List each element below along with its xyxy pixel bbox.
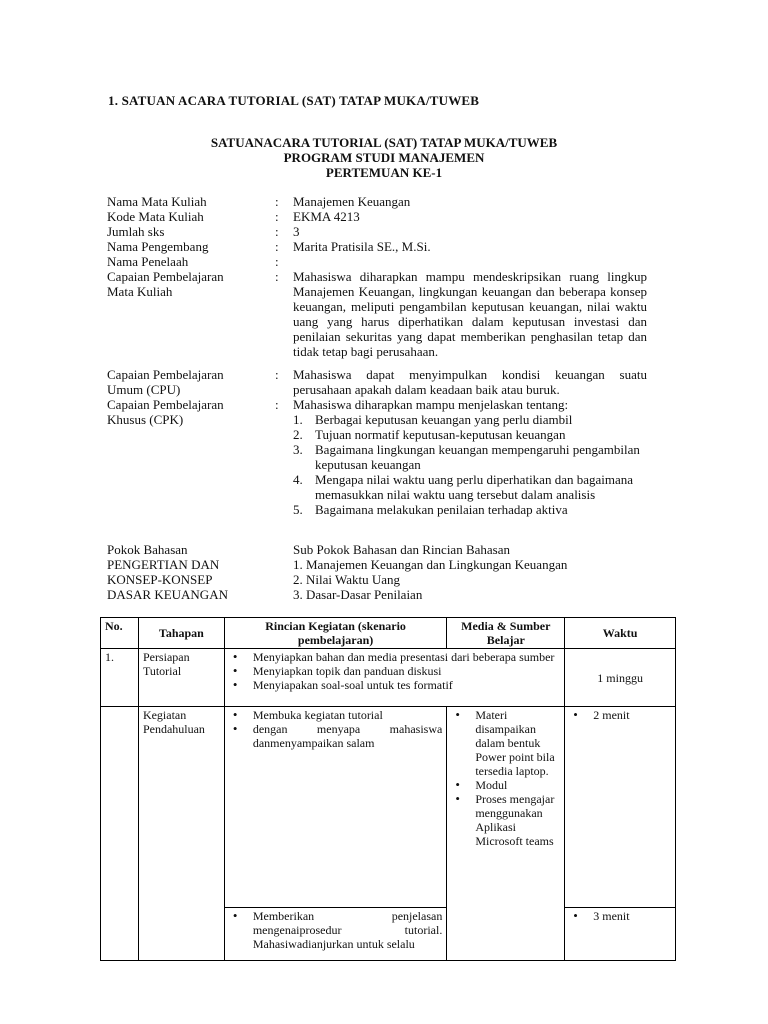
list-number: 5. (293, 502, 303, 517)
rincian-list (229, 909, 443, 951)
meta-colon: : (275, 209, 279, 224)
meta-label: Nama Mata Kuliah (107, 194, 207, 209)
sub-pokok-item: 3. Dasar-Dasar Penilaian (293, 587, 423, 602)
meta-row-cpk (107, 397, 647, 517)
cell-no: 1. (101, 649, 139, 707)
list-text: Bagaimana melakukan penilaian terhadap aktiva (315, 502, 568, 517)
header-waktu: Waktu (565, 618, 676, 649)
doc-title: SATUANACARA TUTORIAL (SAT) TATAP MUKA/TUWEB (210, 135, 558, 150)
header-no: No. (101, 618, 139, 649)
meta-colon: : (275, 194, 279, 209)
meta-label-line: Capaian Pembelajaran (107, 269, 224, 284)
course-metadata (107, 194, 647, 517)
cell-waktu (565, 707, 676, 908)
list-item (293, 472, 647, 502)
list-item (293, 502, 647, 517)
pokok-header-row (107, 542, 647, 557)
header-rincian: Rincian Kegiatan (skenario pembelajaran) (224, 618, 447, 649)
meta-label: Nama Penelaah (107, 254, 189, 269)
meta-value: Manajemen Keuangan (293, 194, 411, 209)
rincian-list (229, 650, 560, 692)
pokok-topic: DASAR KEUANGAN (107, 587, 228, 602)
rincian-list (229, 708, 443, 750)
pokok-row (107, 587, 647, 602)
doc-subtitle-program: PROGRAM STUDI MANAJEMEN (283, 150, 485, 165)
waktu-list (569, 708, 671, 722)
table-row (101, 707, 676, 908)
meta-colon: : (275, 224, 279, 239)
list-item: • Memberikan penjelasan mengenaiprosedur tutorial. Mahasiwadianjurkan untuk selalu (229, 909, 443, 951)
cell-tahapan: Kegiatan Pendahuluan (138, 707, 224, 961)
meta-colon: : (275, 239, 279, 254)
sub-pokok-item: 2. Nilai Waktu Uang (293, 572, 401, 587)
meta-value: EKMA 4213 (293, 209, 360, 224)
cell-waktu (565, 908, 676, 961)
pokok-row (107, 557, 647, 572)
meta-row-cpu (107, 367, 647, 397)
meta-label-line: Capaian Pembelajaran (107, 367, 224, 382)
pokok-bahasan-section (107, 542, 647, 602)
meta-label-line: Umum (CPU) (107, 382, 181, 397)
list-item: • Materi disampaikan dalam bentuk Power point bila tersedia laptop. (451, 708, 560, 778)
meta-label: Jumlah sks (107, 224, 165, 239)
meta-row-pengembang (107, 239, 647, 254)
list-item: • 2 menit (569, 708, 671, 722)
media-list (451, 708, 560, 848)
cell-no (101, 707, 139, 961)
cell-rincian (224, 707, 447, 908)
meta-row-penelaah (107, 254, 647, 269)
meta-row-cpmk (107, 269, 647, 359)
list-item: • 3 menit (569, 909, 671, 923)
meta-colon: : (275, 269, 279, 284)
meta-label (107, 269, 275, 359)
meta-label (107, 397, 275, 517)
cell-waktu: 1 minggu (565, 649, 676, 707)
meta-row-nama-mk (107, 194, 647, 209)
meta-value-cpu: Mahasiswa dapat menyimpulkan kondisi keuangan suatu perusahaan apakah dalam keadaan baik atau buruk. (293, 367, 647, 397)
pokok-topic: KONSEP-KONSEP (107, 572, 213, 587)
list-item: • Menyiapakan soal-soal untuk tes formatif (229, 678, 560, 692)
meta-row-sks (107, 224, 647, 239)
list-number: 3. (293, 442, 303, 457)
cpk-list (293, 412, 647, 517)
list-item (293, 442, 647, 472)
cell-tahapan: Persiapan Tutorial (138, 649, 224, 707)
meta-row-kode-mk (107, 209, 647, 224)
list-number: 4. (293, 472, 303, 487)
cell-rincian (224, 649, 564, 707)
meta-label: Nama Pengembang (107, 239, 209, 254)
table-row (101, 649, 676, 707)
list-item: • Modul (451, 778, 560, 792)
header-media: Media & Sumber Belajar (447, 618, 565, 649)
meta-value-cpk (293, 397, 647, 517)
header-tahapan: Tahapan (138, 618, 224, 649)
meta-value: Marita Pratisila SE., M.Si. (293, 239, 431, 254)
doc-subtitle-meeting: PERTEMUAN KE-1 (325, 165, 443, 180)
meta-value-cpmk: Mahasiswa diharapkan mampu mendeskripsikan ruang lingkup Manajemen Keuangan, lingkungan keuangan dan beberapa konsep keuangan, meliputi pengambilan keputusan keuangan, nilai waktu uang yang harus diperhatikan dalam keputusan investasi dan penilaian sekuritas yang dapat memberikan penghasilan tetap dan tidak tetap bagi perusahaan. (293, 269, 647, 359)
sub-pokok-item: 1. Manajemen Keuangan dan Lingkungan Keuangan (293, 557, 568, 572)
activity-table (100, 617, 676, 961)
list-item: • Proses mengajar menggunakan Aplikasi Microsoft teams (451, 792, 560, 848)
meta-label (107, 367, 275, 397)
meta-value: 3 (293, 224, 300, 239)
list-number: 1. (293, 412, 303, 427)
list-item: • Membuka kegiatan tutorial (229, 708, 443, 722)
pokok-label: Pokok Bahasan (107, 542, 188, 557)
table-header-row (101, 618, 676, 649)
pokok-topic: PENGERTIAN DAN (107, 557, 220, 572)
list-text: Berbagai keputusan keuangan yang perlu diambil (315, 412, 573, 427)
list-text: Mengapa nilai waktu uang perlu diperhatikan dan bagaimana memasukkan nilai waktu uang tersebut dalam analisis (315, 472, 634, 502)
meta-colon: : (275, 254, 279, 269)
cell-media (447, 707, 565, 961)
meta-value (293, 254, 647, 269)
cell-rincian (224, 908, 447, 961)
meta-label: Kode Mata Kuliah (107, 209, 204, 224)
list-text: Bagaimana lingkungan keuangan mempengaruhi pengambilan keputusan keuangan (315, 442, 640, 472)
list-item (293, 427, 647, 442)
list-item: • Menyiapkan bahan dan media presentasi dari beberapa sumber (229, 650, 560, 664)
list-item: • dengan menyapa mahasiswa danmenyampaikan salam (229, 722, 443, 750)
meta-label-line: Capaian Pembelajaran (107, 397, 224, 412)
meta-colon: : (275, 397, 279, 412)
pokok-row (107, 572, 647, 587)
meta-colon: : (275, 367, 279, 382)
section-heading: 1. SATUAN ACARA TUTORIAL (SAT) TATAP MUKA/TUWEB (108, 93, 480, 108)
meta-label-line: Mata Kuliah (107, 284, 173, 299)
waktu-list (569, 909, 671, 923)
sub-pokok-label: Sub Pokok Bahasan dan Rincian Bahasan (293, 542, 510, 557)
list-item (293, 412, 647, 427)
meta-label-line: Khusus (CPK) (107, 412, 184, 427)
list-number: 2. (293, 427, 303, 442)
list-item: • Menyiapkan topik dan panduan diskusi (229, 664, 560, 678)
list-text: Tujuan normatif keputusan-keputusan keuangan (315, 427, 566, 442)
cpk-intro: Mahasiswa diharapkan mampu menjelaskan tentang: (293, 397, 569, 412)
